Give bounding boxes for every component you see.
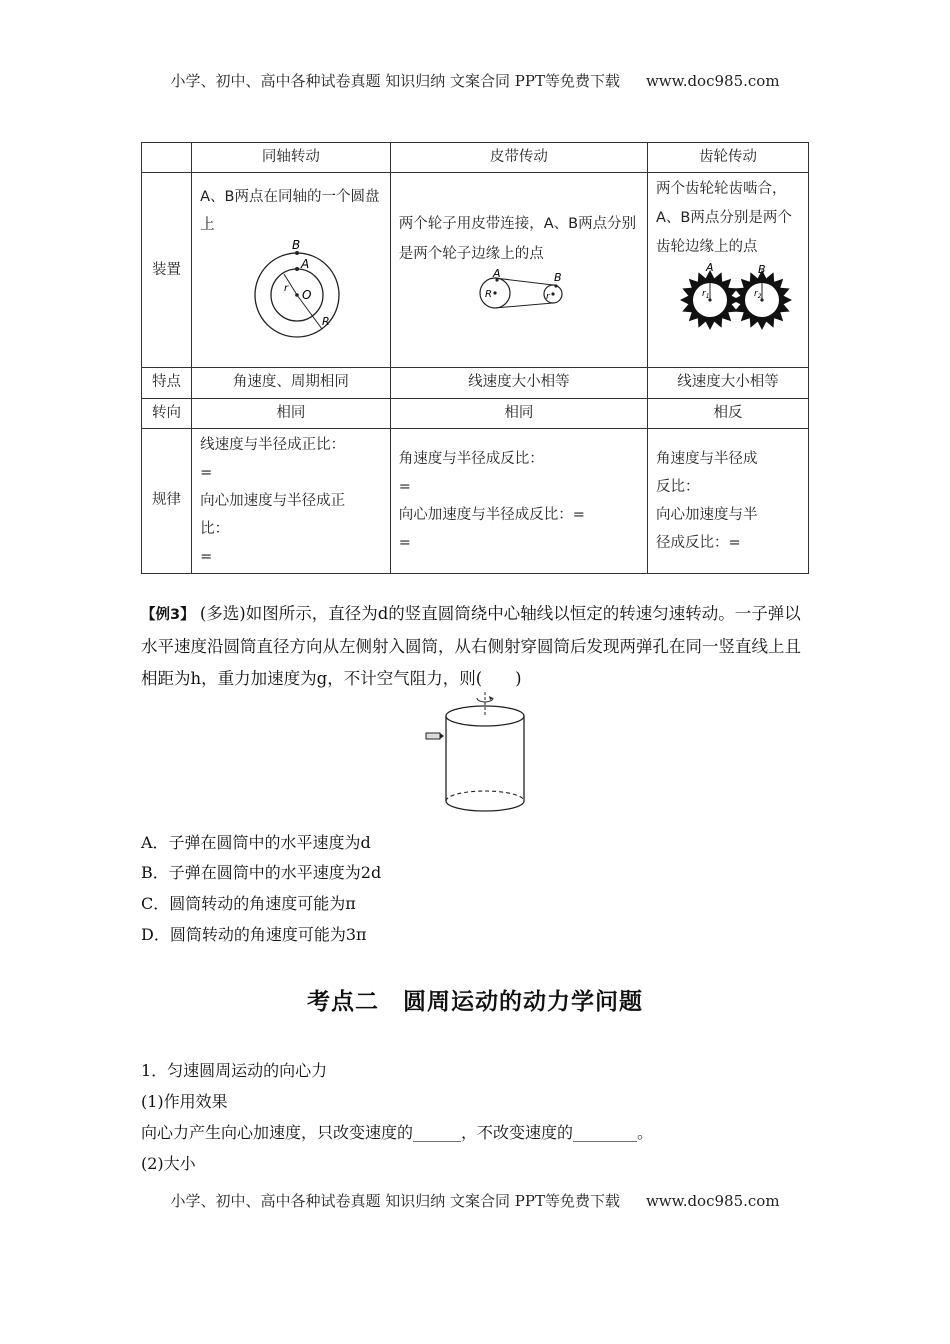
belt-drive-figure [399, 269, 629, 319]
row-label: 特点 [142, 368, 192, 398]
example-tag: 【例3】 [141, 607, 195, 623]
bullet-tip [440, 733, 444, 739]
page-footer [0, 1190, 950, 1211]
law-line: = [398, 535, 411, 552]
label-R: R [484, 289, 492, 301]
footer-text: 小学、初中、高中各种试卷真题 知识归纳 文案合同 PPT等免费下载 [170, 1192, 620, 1210]
law-line: 比： [200, 521, 230, 538]
col-header: 同轴转动 [192, 143, 391, 173]
page-header [0, 70, 950, 91]
law-line: 反比： [656, 479, 700, 496]
label-r: r [545, 292, 550, 303]
header-url[interactable]: www.doc985.com [645, 72, 780, 90]
direction-cell: 相同 [192, 398, 391, 428]
point-a [295, 267, 299, 271]
law-line: 向心加速度与半 [656, 507, 758, 524]
para-line: (2)大小 [141, 1154, 196, 1173]
bullet-icon [426, 733, 440, 739]
col-header: 齿轮传动 [648, 143, 809, 173]
law-line: = [200, 465, 213, 482]
cylinder-bottom-front [446, 801, 524, 811]
table-header-row [142, 143, 809, 173]
cylinder-figure [420, 688, 550, 818]
option-d: D．圆筒转动的角速度可能为3π [141, 925, 367, 944]
example-3 [141, 598, 809, 695]
label-b: B [292, 238, 301, 253]
point-b [554, 285, 557, 288]
law-line: 向心加速度与半径成正 [200, 493, 346, 510]
section-title: 考点二 圆周运动的动力学问题 [307, 989, 643, 1015]
feature-row [142, 368, 809, 398]
option-b: B．子弹在圆筒中的水平速度为2d [141, 863, 382, 882]
feature-cell: 线速度大小相等 [648, 368, 809, 398]
footer-url[interactable]: www.doc985.com [645, 1192, 780, 1210]
label-b: B [553, 271, 562, 285]
law-line: 角速度与半径成反比： [398, 451, 544, 468]
feature-cell: 线速度大小相等 [390, 368, 647, 398]
gear-drive-figure [668, 262, 800, 334]
device-desc: A、B两点在同轴的一个圆盘上 [200, 189, 380, 234]
para-line: 1．匀速圆周运动的向心力 [141, 1061, 328, 1080]
small-center [551, 293, 554, 296]
row-label: 规律 [142, 429, 192, 574]
coaxial-disc-figure [200, 235, 370, 345]
gear-cell [648, 173, 809, 368]
label-R: R [322, 315, 330, 329]
example-text: (多选)如图所示，直径为d的竖直圆筒绕中心轴线以恒定的转速匀速转动。一子弹以水平速度沿圆筒直径方向从左侧射入圆筒，从右侧射穿圆筒后发现两弹孔在同一竖直线上且相距为h，重力加速度为g，不计空气阻力，则( ) [141, 604, 801, 688]
comparison-table [141, 142, 809, 574]
cylinder-bottom-back [446, 791, 524, 801]
device-desc: 两个轮子用皮带连接，A、B两点分别是两个轮子边缘上的点 [398, 216, 637, 263]
law-line: 角速度与半径成 [656, 451, 758, 468]
option-c: C．圆筒转动的角速度可能为π [141, 894, 356, 913]
label-a: A [492, 269, 501, 281]
big-center [493, 292, 496, 295]
law-cell [648, 429, 809, 574]
label-b: B [758, 263, 766, 277]
coaxial-cell [192, 173, 391, 368]
law-line: = [398, 479, 411, 496]
label-a: A [301, 257, 310, 272]
law-line: = [200, 549, 213, 566]
law-line: 向心加速度与半径成反比：= [398, 507, 585, 524]
label-r: r [284, 283, 289, 295]
device-desc: 两个齿轮轮齿啮合，A、B两点分别是两个齿轮边缘上的点 [656, 181, 792, 256]
belt-cell [390, 173, 647, 368]
label-r1: $r_1$ [702, 289, 710, 301]
direction-cell: 相反 [648, 398, 809, 428]
law-row [142, 429, 809, 574]
header-text: 小学、初中、高中各种试卷真题 知识归纳 文案合同 PPT等免费下载 [170, 72, 620, 90]
label-a: A [706, 262, 714, 275]
col-header: 皮带传动 [390, 143, 647, 173]
para-line: 向心力产生向心加速度，只改变速度的______，不改变速度的________。 [141, 1123, 654, 1142]
option-a: A．子弹在圆筒中的水平速度为d [141, 833, 371, 852]
para-line: (1)作用效果 [141, 1092, 228, 1111]
row-label: 转向 [142, 398, 192, 428]
label-o: O [302, 288, 312, 303]
law-line: 线速度与半径成正比： [200, 437, 346, 454]
law-line: 径成反比：= [656, 535, 741, 552]
label-r2: $r_2$ [754, 289, 762, 301]
corner-cell [142, 143, 192, 173]
feature-cell: 角速度、周期相同 [192, 368, 391, 398]
row-label: 装置 [142, 173, 192, 368]
law-cell [390, 429, 647, 574]
device-row [142, 173, 809, 368]
direction-cell: 相同 [390, 398, 647, 428]
direction-row [142, 398, 809, 428]
law-cell [192, 429, 391, 574]
